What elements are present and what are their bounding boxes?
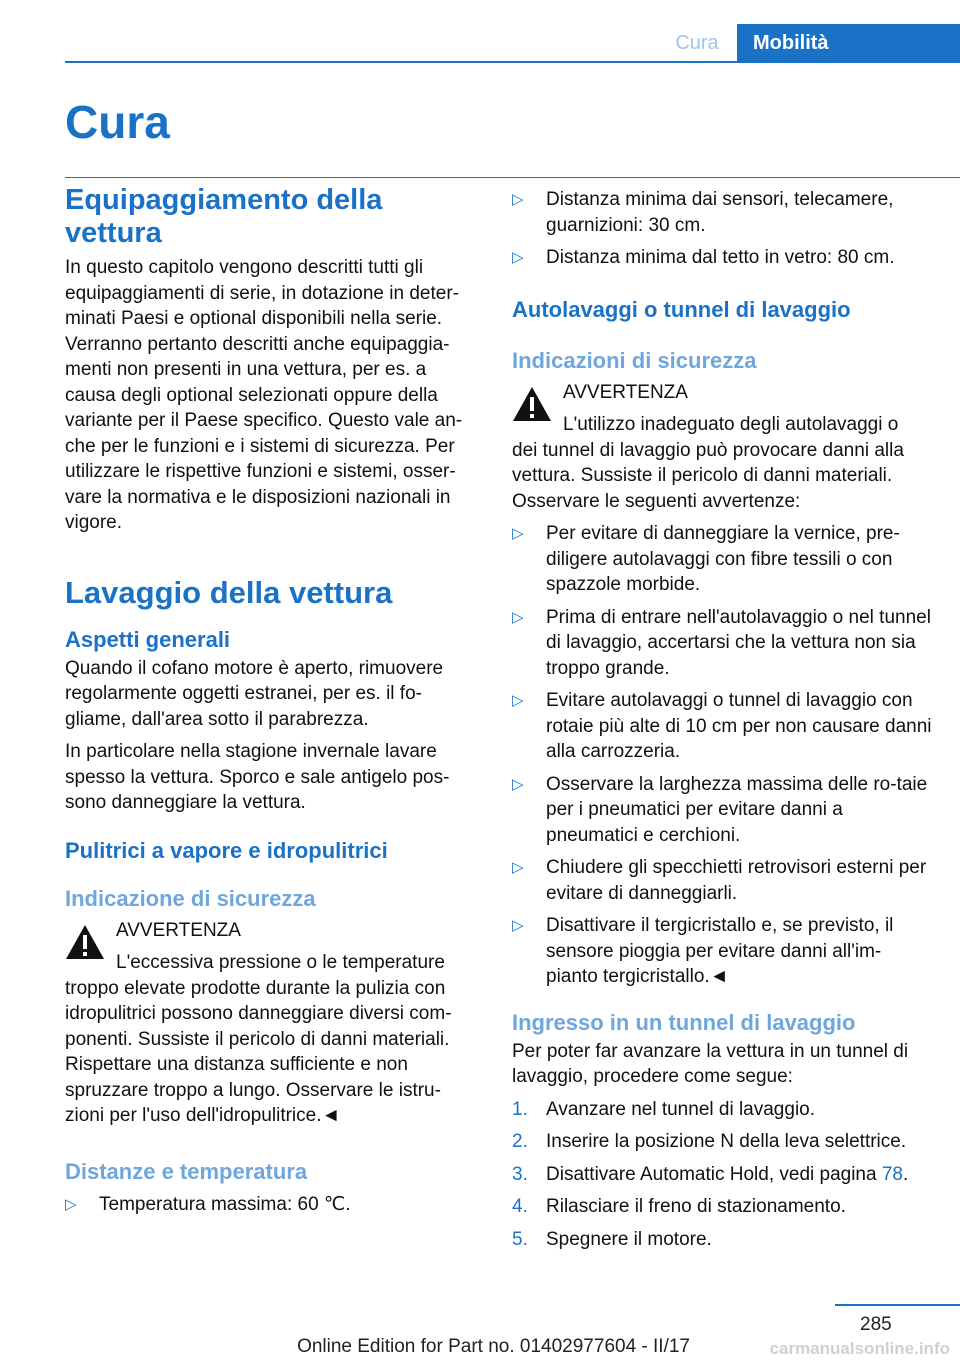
step-text: Avanzare nel tunnel di lavaggio. (546, 1098, 816, 1120)
triangle-bullet-icon: ▷ (512, 917, 524, 934)
list-item (512, 605, 932, 682)
triangle-bullet-icon: ▷ (512, 191, 524, 208)
step-number: 1. (512, 1098, 528, 1120)
step-text: Spegnere il motore. (546, 1228, 712, 1250)
list-item (512, 913, 932, 990)
heading-aspetti-generali: Aspetti generali (65, 626, 231, 652)
warning-bullet-list (512, 521, 932, 990)
triangle-bullet-icon: ▷ (512, 608, 524, 626)
paragraph-equipaggiamento: In questo capitolo vengono descritti tutti gli equipaggiamenti di serie, in dotazione in deter-minati Paesi e optional disponibili nella serie. Verranno pertanto descritti anche equipaggia-menti non presenti in una vettura, per es. a causa degli optional selezionati oppure della variante per il Paese specifico. Questo vale an-che per le funzioni e i sistemi di sicurezza. Per utilizzare le rispettive funzioni e sistemi, osser-vare la normativa e le disposizioni nazionali in vigore. (65, 257, 463, 533)
heading-indicazioni-sicurezza: Indicazioni di sicurezza (512, 347, 757, 373)
page-title: Cura (65, 96, 170, 148)
header-tab-mobilita[interactable]: Mobilità (737, 24, 960, 61)
list-item (512, 855, 932, 906)
step-text: Inserire la posizione N della leva selettrice. (546, 1131, 907, 1152)
heading-indicazione-sicurezza: Indicazione di sicurezza (65, 885, 316, 911)
list-item (512, 245, 932, 271)
list-item-text: Evitare autolavaggi o tunnel di lavaggio con rotaie più alte di 10 cm per non causare danni alla carrozzeria. (546, 690, 932, 762)
warning-text-first-line: L'eccessiva pressione o le temperature (116, 952, 445, 973)
list-item (512, 688, 932, 765)
heading-ingresso: Ingresso in un tunnel di lavaggio (512, 1009, 856, 1035)
triangle-bullet-icon: ▷ (512, 525, 524, 542)
paragraph-aspetti-1: Quando il cofano motore è aperto, rimuovere regolarmente oggetti estranei, per es. il fo-gliame, dall'area sotto il parabrezza. (65, 657, 444, 730)
heading-equipaggiamento: Equipaggiamento della vettura (65, 184, 383, 249)
step-number: 2. (512, 1131, 528, 1152)
page-number: 285 (860, 1314, 892, 1335)
distanze-list-right (512, 187, 932, 271)
steps-list (512, 1097, 932, 1253)
list-item-text: Per evitare di danneggiare la vernice, pre-diligere autolavaggi con fibre tessili o con spazzole morbide. (546, 523, 900, 595)
left-column (65, 180, 480, 1217)
warning-text (512, 412, 932, 514)
heading-lavaggio: Lavaggio della vettura (65, 574, 393, 610)
step-item (512, 1097, 932, 1123)
triangle-bullet-icon: ▷ (512, 692, 524, 709)
list-item (512, 187, 932, 238)
step-item (512, 1227, 932, 1253)
page-link[interactable]: 78 (881, 1163, 903, 1185)
list-item-text: Distanza minima dal tetto in vetro: 80 cm. (546, 247, 895, 268)
header-rule (65, 61, 960, 63)
watermark: carmanualsonline.info (769, 1339, 950, 1358)
step-text: Rilasciare il freno di stazionamento. (546, 1196, 846, 1217)
warning-text (65, 950, 480, 1129)
step-number: 5. (512, 1228, 528, 1250)
step-item (512, 1129, 932, 1155)
list-item-text: Distanza minima dai sensori, telecamere, guarnizioni: 30 cm. (546, 189, 894, 236)
triangle-bullet-icon: ▷ (65, 1195, 77, 1213)
heading-autolavaggi: Autolavaggi o tunnel di lavaggio (512, 296, 851, 322)
paragraph-ingresso: Per poter far avanzare la vettura in un tunnel di lavaggio, procedere come segue: (512, 1040, 909, 1087)
header-tab-cura[interactable]: Cura (675, 32, 719, 54)
list-item (512, 772, 932, 849)
warning-text-rest: dei tunnel di lavaggio può provocare danni alla vettura. Sussiste il pericolo di danni materiali. Osservare le seguenti avvertenze: (512, 439, 904, 512)
step-item (512, 1194, 932, 1220)
warning-title: AVVERTENZA (563, 381, 688, 403)
list-item-text: Disattivare il tergicristallo e, se previsto, il sensore pioggia per evitare danni all'im-pianto tergicristallo.◄ (546, 915, 894, 987)
triangle-bullet-icon: ▷ (512, 859, 524, 876)
list-item-text: Chiudere gli specchietti retrovisori esterni per evitare di danneggiarli. (546, 857, 927, 904)
title-rule (65, 177, 960, 178)
warning-title: AVVERTENZA (116, 919, 241, 941)
warning-triangle-icon (512, 386, 552, 422)
triangle-bullet-icon: ▷ (512, 249, 524, 266)
list-item (65, 1192, 480, 1218)
distanze-list-left (65, 1192, 480, 1218)
step-text: Disattivare Automatic Hold, vedi pagina (546, 1163, 882, 1185)
heading-distanze: Distanze e temperatura (65, 1158, 308, 1184)
warning-text-rest: troppo elevate prodotte durante la pulizia con idropulitrici possono danneggiare diversi com-ponenti. Sussiste il pericolo di danni materiali. Rispettare una distanza sufficiente e non spruzzare troppo a lungo. Osservare le istru-zioni per l'uso dell'idropulitrice.◄ (65, 977, 452, 1126)
paragraph-aspetti-2: In particolare nella stagione invernale lavare spesso la vettura. Sporco e sale antigelo pos-sono danneggiare la vettura. (65, 741, 450, 813)
step-item (512, 1162, 932, 1188)
warning-text-first-line: L'utilizzo inadeguato degli autolavaggi o (563, 414, 899, 435)
step-text-tail: . (902, 1163, 909, 1185)
triangle-bullet-icon: ▷ (512, 775, 524, 793)
list-item (512, 521, 932, 598)
warning-box-autolavaggi (512, 380, 932, 515)
footer-rule (835, 1304, 960, 1306)
list-item-text: Prima di entrare nell'autolavaggio o nel tunnel di lavaggio, accertarsi che la vettura non sia troppo grande. (546, 606, 931, 679)
warning-triangle-icon (65, 924, 105, 960)
step-number: 4. (512, 1196, 528, 1217)
right-column (512, 180, 932, 1252)
list-item-text: Temperatura massima: 60 ℃. (99, 1193, 351, 1215)
edition-text: Online Edition for Part no. 01402977604 - II/17 (297, 1336, 690, 1357)
heading-pulitrici: Pulitrici a vapore e idropulitrici (65, 837, 388, 863)
step-number: 3. (512, 1163, 528, 1185)
warning-box-idropulitrici (65, 918, 480, 1129)
list-item-text: Osservare la larghezza massima delle ro-taie per i pneumatici per evitare danni a pneumatici e cerchioni. (546, 773, 928, 846)
